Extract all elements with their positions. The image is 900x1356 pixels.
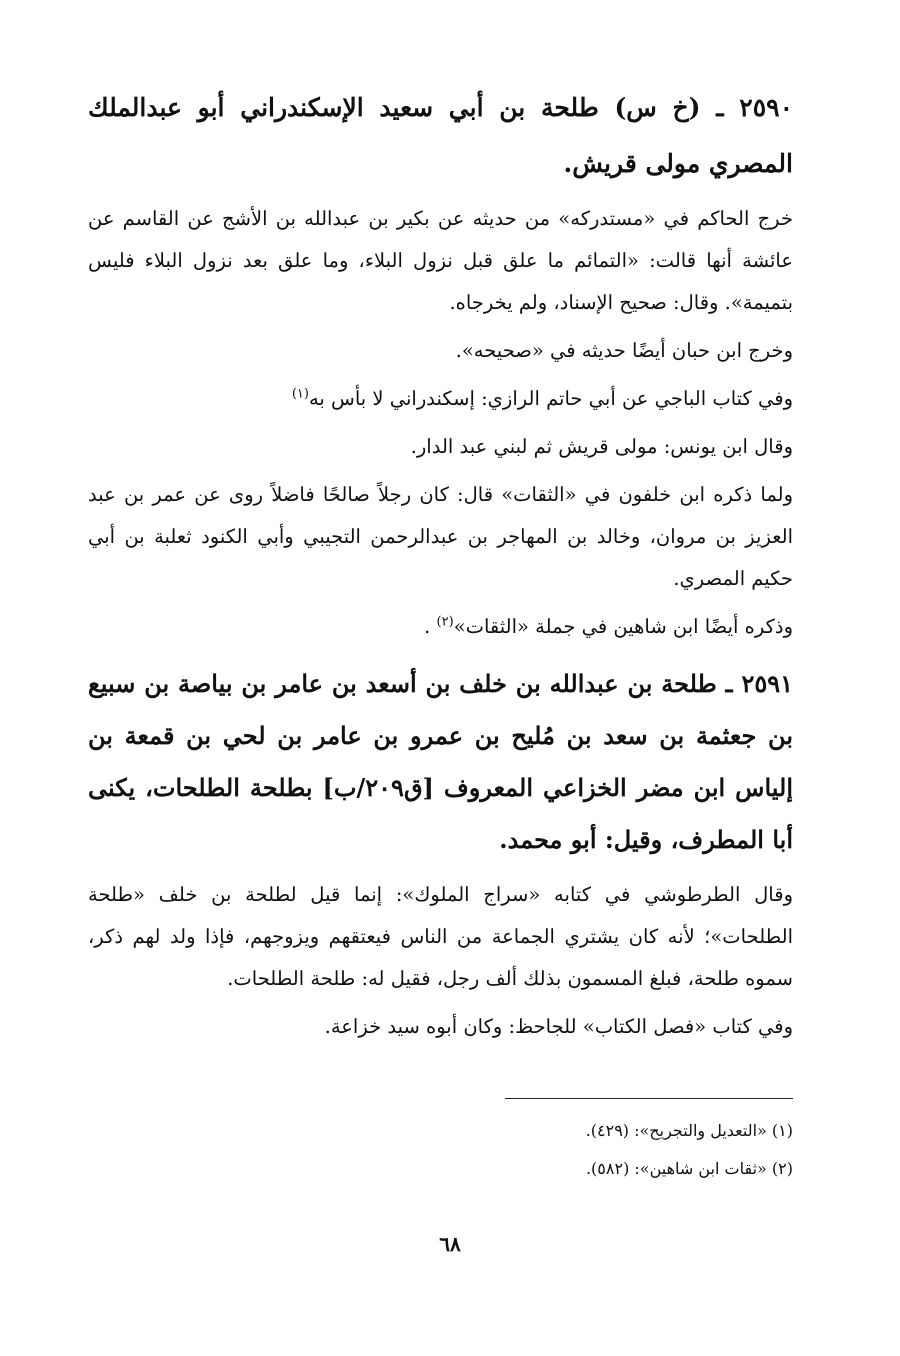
entry-2590-paragraph-ibn-khalfun: ولما ذكره ابن خلفون في «الثقات» قال: كان رجلاً صالحًا فاضلاً روى عن عمر بن عبد العزيز بن مروان، وخالد بن المهاجر بن عبدالرحمن التجيبي وأبي الكنود ثعلبة بن أبي حكيم المصري. bbox=[88, 483, 793, 590]
entry-2591-heading: ٢٥٩١ ـ طلحة بن عبدالله بن خلف بن أسعد بن عامر بن بياصة بن سبيع بن جعثمة بن سعد بن مُليح بن عمرو بن عامر بن لحي بن قمعة بن إلياس ابن مضر الخزاعي المعروف [ق٢٠٩/ب] بطلحة الطلحات، يكنى أبا المطرف، وقيل: أبو محمد. bbox=[88, 669, 794, 854]
entry-2590-paragraph-hakim: خرج الحاكم في «مستدركه» من حديثه عن بكير بن عبدالله بن الأشج عن القاسم عن عائشة أنها قالت: «التمائم ما علق قبل نزول البلاء، وما علق بعد نزول البلاء فليس بتميمة». وقال: صحيح الإسناد، ولم يخرجاه. bbox=[88, 207, 793, 314]
baji-text: وفي كتاب الباجي عن أبي حاتم الرازي: إسكندراني لا بأس به bbox=[308, 387, 793, 410]
ibn-shahin-end: . bbox=[424, 615, 437, 638]
entry-2590-paragraph-ibn-hibban: وخرج ابن حبان أيضًا حديثه في «صحيحه». bbox=[455, 339, 793, 362]
entry-2590-paragraph-ibn-yunus: وقال ابن يونس: مولى قريش ثم لبني عبد الدار. bbox=[410, 435, 793, 458]
page-number: ٦٨ bbox=[439, 1232, 461, 1256]
entry-2591-paragraph-jahiz: وفي كتاب «فصل الكتاب» للجاحظ: وكان أبوه سيد خزاعة. bbox=[324, 1015, 793, 1038]
entry-2590-paragraph-baji bbox=[88, 378, 793, 420]
entry-2590-heading: ٢٥٩٠ ـ (خ س) طلحة بن أبي سعيد الإسكندراني أبو عبدالملك المصري مولى قريش. bbox=[88, 93, 793, 178]
entry-2591-paragraph-turtushi: وقال الطرطوشي في كتابه «سراج الملوك»: إنما قيل لطلحة بن خلف «طلحة الطلحات»؛ لأنه كان يشتري الجماعة من الناس فيعتقهم ويزوجهم، فإذا ولد لهم ذكر، سموه طلحة، فبلغ المسمون بذلك ألف رجل، فقيل له: طلحة الطلحات. bbox=[88, 883, 793, 990]
footnote-1: (١) «التعديل والتجريح»: (٤٢٩). bbox=[585, 1121, 793, 1140]
footnote-reference-1[interactable]: (١) bbox=[291, 386, 309, 402]
footnote-2: (٢) «ثقات ابن شاهين»: (٥٨٢). bbox=[585, 1159, 793, 1178]
page-body bbox=[88, 80, 793, 1054]
footnotes bbox=[373, 1112, 793, 1188]
ibn-shahin-text: وذكره أيضًا ابن شاهين في جملة «الثقات» bbox=[453, 615, 793, 638]
footnote-divider bbox=[505, 1098, 793, 1099]
entry-2590-paragraph-ibn-shahin bbox=[88, 606, 793, 648]
footnote-reference-2[interactable]: (٢) bbox=[436, 614, 454, 630]
